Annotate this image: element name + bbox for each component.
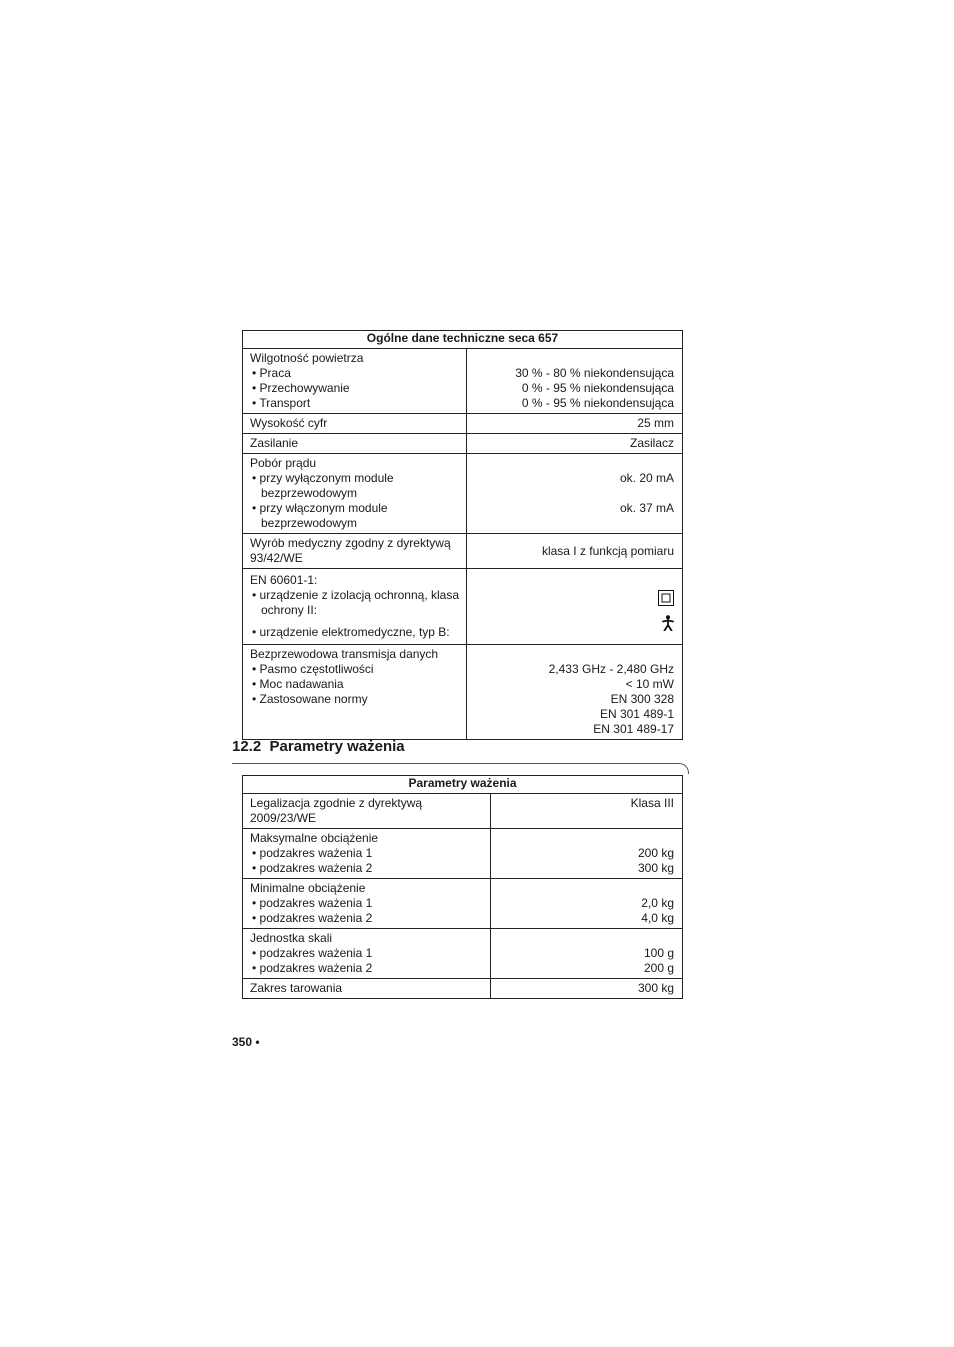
legalization-label: Legalizacja zgodnie z dyrektywą 2009/23/WE [243,794,491,829]
table-row [243,794,683,829]
value: < 10 mW [625,677,675,691]
value: 200 kg [637,846,674,860]
table-header-row [243,331,683,349]
power-supply-value: Zasilacz [467,434,683,454]
value: 0 % - 95 % niekondensująca [521,381,675,395]
value: ok. 37 mA [619,501,675,515]
table-title: Ogólne dane techniczne seca 657 [243,331,683,349]
power-consumption-label-cell [243,454,467,534]
digit-height-value: 25 mm [467,414,683,434]
value: EN 300 328 [610,692,675,706]
min-load-value-cell [491,879,683,929]
power-consumption-label: Pobór prądu [250,456,317,470]
value: 100 g [643,946,674,960]
list-item: • Transport [252,396,311,410]
list-item: • urządzenie elektromedyczne, typ B: [252,625,450,639]
class-ii-double-square-icon [658,590,674,610]
wireless-label-cell [243,645,467,740]
table-row [243,569,683,645]
section-title: Parametry ważenia [269,738,405,755]
value: 200 g [643,961,674,975]
type-b-body-icon [662,615,674,635]
section-heading [232,738,405,755]
list-item: • przy wyłączonym module [252,471,394,485]
list-item: • Zastosowane normy [252,692,368,706]
section-divider-curve [678,763,689,774]
legalization-value: Klasa III [491,794,683,829]
list-item: • podzakres ważenia 2 [252,861,373,875]
medical-device-label-continuation: 93/42/WE [250,551,303,565]
tare-label: Zakres tarowania [243,979,491,999]
list-item: • Moc nadawania [252,677,344,691]
page-number: 350 • [232,1035,260,1049]
min-load-label-cell [243,879,491,929]
table-row [243,829,683,879]
table-row [243,414,683,434]
medical-device-value: klasa I z funkcją pomiaru [467,534,683,569]
value: 2,433 GHz - 2,480 GHz [548,662,675,676]
list-item: • przy włączonym module [252,501,388,515]
en60601-label-cell [243,569,467,645]
table-row [243,645,683,740]
list-item: • Pasmo częstotliwości [252,662,374,676]
medical-device-label-cell [243,534,467,569]
table-row [243,349,683,414]
general-technical-data-table [242,330,683,740]
value: EN 301 489-1 [599,707,675,721]
wireless-value-cell [467,645,683,740]
max-load-label: Maksymalne obciążenie [250,831,379,845]
weighing-parameters-table [242,775,683,999]
wireless-label: Bezprzewodowa transmisja danych [250,647,439,661]
max-load-label-cell [243,829,491,879]
list-item: • podzakres ważenia 1 [252,896,373,910]
table-header-row [243,776,683,794]
section-number: 12.2 [232,738,262,755]
list-item: • Praca [252,366,291,380]
list-item: • podzakres ważenia 1 [252,946,373,960]
table-row [243,929,683,979]
table-row [243,454,683,534]
value: 30 % - 80 % niekondensująca [515,366,675,380]
table-title: Parametry ważenia [243,776,683,794]
list-item: • podzakres ważenia 2 [252,911,373,925]
graduation-label-cell [243,929,491,979]
section-divider [232,763,680,764]
table-row [243,879,683,929]
list-item-continuation: bezprzewodowym [261,486,358,500]
value: 2,0 kg [641,896,674,910]
graduation-label: Jednostka skali [250,931,333,945]
humidity-label: Wilgotność powietrza [250,351,364,365]
digit-height-label: Wysokość cyfr [243,414,467,434]
en60601-symbols-cell [467,569,683,645]
list-item: • Przechowywanie [252,381,350,395]
max-load-value-cell [491,829,683,879]
graduation-value-cell [491,929,683,979]
list-item-continuation: bezprzewodowym [261,516,358,530]
list-item: • podzakres ważenia 2 [252,961,373,975]
tare-value: 300 kg [491,979,683,999]
medical-device-label: Wyrób medyczny zgodny z dyrektywą [250,536,451,550]
power-supply-label: Zasilanie [243,434,467,454]
list-item: • podzakres ważenia 1 [252,846,373,860]
humidity-value-cell [467,349,683,414]
value: 300 kg [637,861,674,875]
value: 4,0 kg [641,911,674,925]
table-row [243,534,683,569]
table-row [243,434,683,454]
min-load-label: Minimalne obciążenie [250,881,366,895]
list-item: • urządzenie z izolacją ochronną, klasa [252,588,459,602]
humidity-label-cell [243,349,467,414]
list-item-continuation: ochrony II: [261,603,318,617]
value: ok. 20 mA [619,471,675,485]
value: 0 % - 95 % niekondensująca [521,396,675,410]
en60601-label: EN 60601-1: [250,573,318,587]
table-row [243,979,683,999]
value: EN 301 489-17 [593,722,675,736]
power-consumption-value-cell [467,454,683,534]
